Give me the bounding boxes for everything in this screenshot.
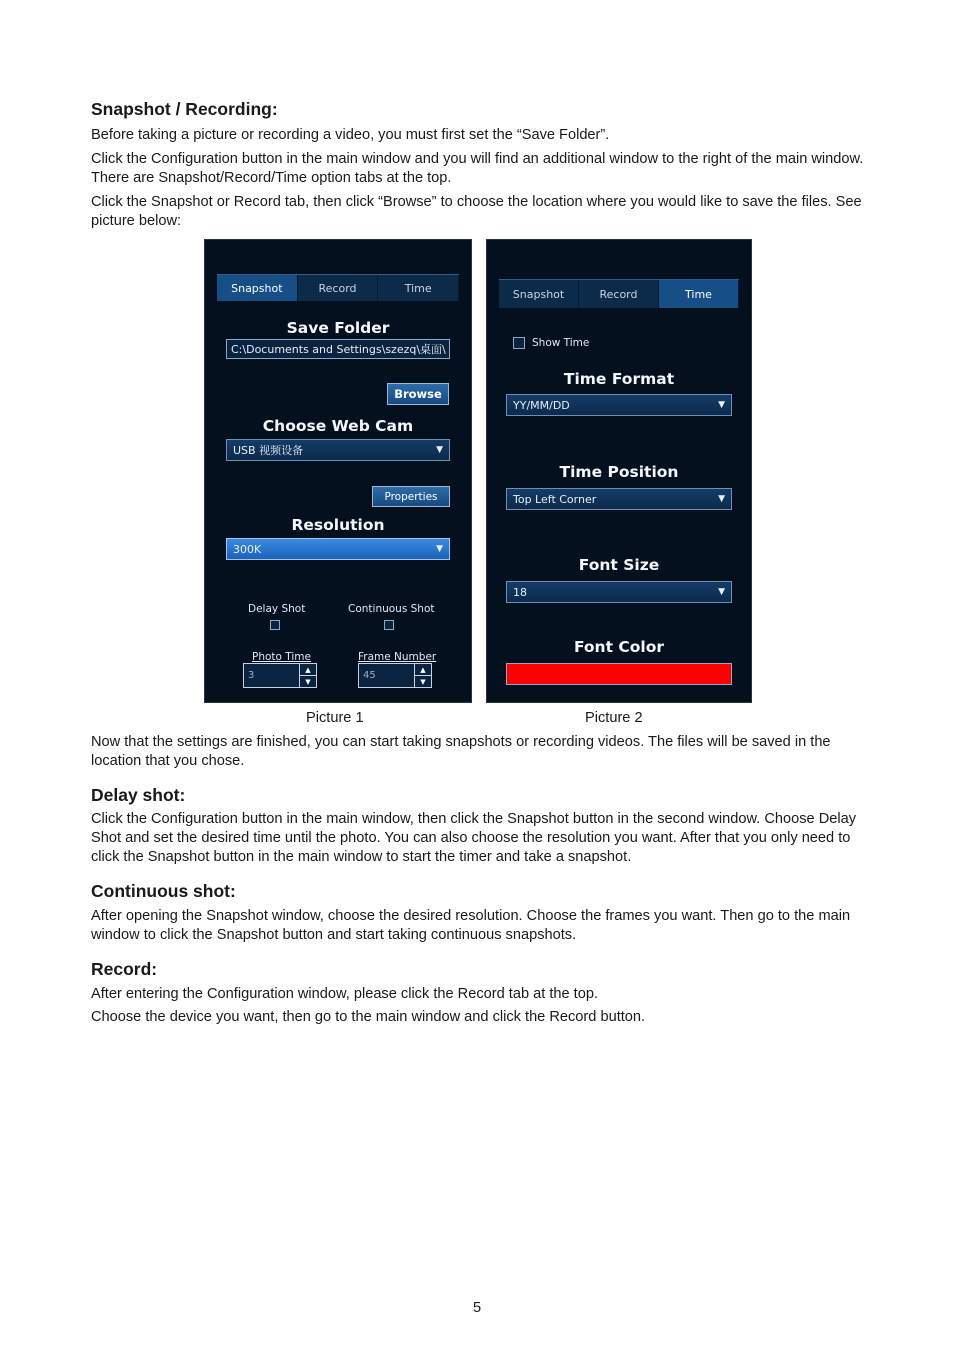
time-format-dropdown[interactable] xyxy=(506,394,732,416)
font-size-title: Font Size xyxy=(578,556,660,574)
save-folder-title: Save Folder xyxy=(286,319,390,337)
time-format-title: Time Format xyxy=(563,370,675,388)
heading-continuous-shot: Continuous shot: xyxy=(91,881,236,901)
dropdown-arrow-icon: ▼ xyxy=(718,400,725,410)
time-position-title: Time Position xyxy=(559,463,679,481)
spin-down-icon[interactable]: ▼ xyxy=(305,677,311,686)
font-size-dropdown[interactable] xyxy=(506,581,732,603)
photo-time-spinner[interactable] xyxy=(243,663,317,688)
time-format-value: YY/MM/DD xyxy=(513,398,570,412)
time-position-dropdown[interactable] xyxy=(506,488,732,510)
show-time-checkbox[interactable] xyxy=(513,337,525,349)
show-time-label: Show Time xyxy=(532,337,590,349)
delay-shot-label: Delay Shot xyxy=(248,603,306,615)
continuous-shot-label: Continuous Shot xyxy=(348,603,435,615)
spin-down-icon[interactable]: ▼ xyxy=(420,677,426,686)
tab-bar xyxy=(499,279,739,308)
paragraph: Click the Snapshot or Record tab, then click “Browse” to choose the location where you would like to save the files. See picture below: xyxy=(91,194,862,229)
spin-up-icon[interactable]: ▲ xyxy=(300,664,316,676)
tab-snapshot[interactable]: Snapshot xyxy=(217,275,298,301)
tab-time[interactable]: Time xyxy=(378,275,459,301)
tab-record[interactable]: Record xyxy=(298,275,379,301)
resolution-dropdown[interactable] xyxy=(226,538,450,560)
picture1-snapshot-panel xyxy=(204,239,472,703)
continuous-shot-checkbox[interactable] xyxy=(384,620,394,630)
picture2-caption: Picture 2 xyxy=(585,710,643,726)
picture1-caption: Picture 1 xyxy=(306,710,364,726)
web-cam-value: USB 视频设备 xyxy=(233,444,304,457)
tab-time[interactable]: Time xyxy=(659,280,739,308)
tab-snapshot[interactable]: Snapshot xyxy=(499,280,579,308)
dropdown-arrow-icon: ▼ xyxy=(718,587,725,597)
frame-number-value: 45 xyxy=(363,670,376,681)
resolution-value: 300K xyxy=(233,542,262,556)
resolution-title: Resolution xyxy=(291,516,385,534)
browse-button[interactable]: Browse xyxy=(387,383,449,405)
paragraph: Now that the settings are finished, you can start taking snapshots or recording videos. The files will be saved in the location that you chose. xyxy=(91,734,831,769)
page-number: 5 xyxy=(472,1300,482,1316)
photo-time-value: 3 xyxy=(248,670,255,681)
web-cam-dropdown[interactable] xyxy=(226,439,450,461)
paragraph: Choose the device you want, then go to the main window and click the Record button. xyxy=(91,1009,646,1025)
choose-web-cam-title: Choose Web Cam xyxy=(262,417,414,435)
heading-record: Record: xyxy=(91,959,158,979)
dropdown-arrow-icon: ▼ xyxy=(718,494,725,504)
delay-shot-checkbox[interactable] xyxy=(270,620,280,630)
frame-number-spinner[interactable] xyxy=(358,663,432,688)
photo-time-label: Photo Time xyxy=(252,651,311,663)
heading-delay-shot: Delay shot: xyxy=(91,785,186,805)
paragraph: Before taking a picture or recording a video, you must first set the “Save Folder”. xyxy=(91,127,610,143)
picture2-time-panel xyxy=(486,239,752,703)
paragraph: Click the Configuration button in the main window, then click the Snapshot button in the second window. Choose Delay Shot and set the desired time until the photo. You can also choose the resolution you want. After that you only need to click the Snapshot button in the main window to start the timer and take a snapshot. xyxy=(91,811,857,865)
dropdown-arrow-icon: ▼ xyxy=(436,544,443,554)
font-size-value: 18 xyxy=(513,585,527,599)
properties-button[interactable]: Properties xyxy=(372,486,450,507)
time-position-value: Top Left Corner xyxy=(513,492,597,506)
frame-number-label: Frame Number xyxy=(358,651,437,663)
dropdown-arrow-icon: ▼ xyxy=(436,445,443,455)
paragraph: After entering the Configuration window, please click the Record tab at the top. xyxy=(91,986,599,1002)
heading-snapshot-recording: Snapshot / Recording: xyxy=(91,99,278,119)
tab-record[interactable]: Record xyxy=(579,280,659,308)
paragraph: After opening the Snapshot window, choose the desired resolution. Choose the frames you want. Then go to the main window to click the Snapshot button and start taking continuous snapshots. xyxy=(91,908,851,943)
spin-up-icon[interactable]: ▲ xyxy=(415,664,431,676)
paragraph: Click the Configuration button in the main window and you will find an additional window to the right of the main window. There are Snapshot/Record/Time option tabs at the top. xyxy=(91,151,864,186)
font-color-swatch[interactable] xyxy=(506,663,732,685)
font-color-title: Font Color xyxy=(573,638,665,656)
save-folder-path-field[interactable]: C:\Documents and Settings\szezq\桌面\ xyxy=(226,339,450,359)
tab-bar xyxy=(217,274,459,301)
